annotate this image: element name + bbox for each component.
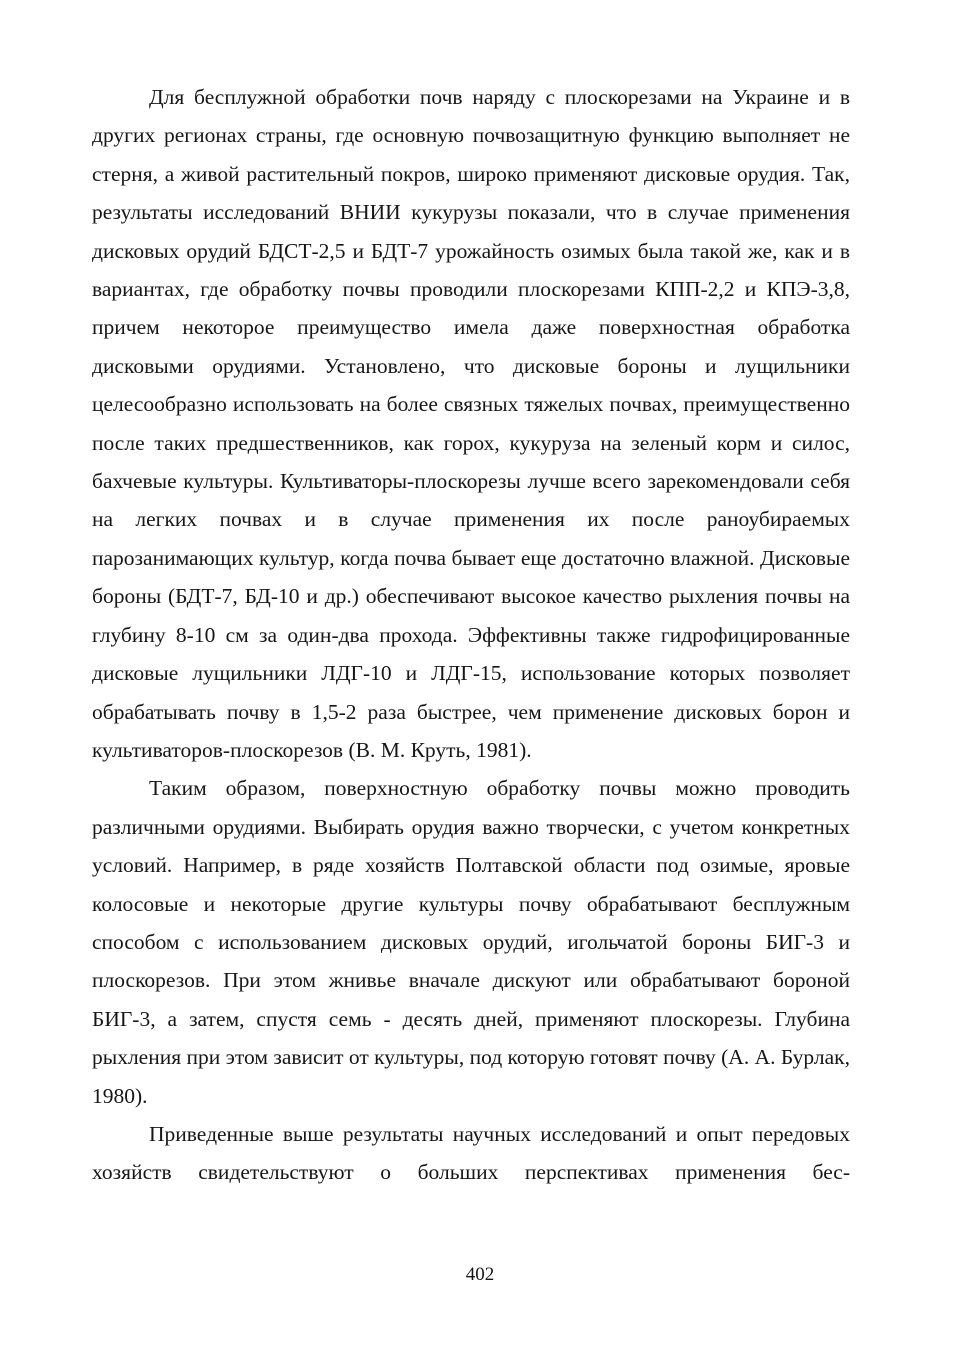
paragraph-1: Для бесплужной обработки почв наряду с плоскорезами на Украине и в других регионах страны, где основную почвозащитную функцию выполняет не стерня, а живой растительный покров, широко применяют дисковые орудия. Так, результаты исследований ВНИИ кукурузы показали, что в случае применения дисковых орудий БДСТ-2,5 и БДТ-7 урожайность озимых была такой же, как и в вариантах, где обработку почвы проводили плоскорезами КПП-2,2 и КПЭ-3,8, причем некоторое преимущество имела даже поверхностная обработка дисковыми орудиями. Установлено, что дисковые бороны и лущильники целесообразно использовать на более связных тяжелых почвах, преимущественно после таких предшественников, как горох, кукуруза на зеленый корм и силос, бахчевые культуры. Культиваторы-плоскорезы лучше всего зарекомендовали себя на легких почвах и в случае применения их после раноубираемых парозанимающих культур, когда почва бывает еще достаточно влажной. Дисковые бороны (БДТ-7, БД-10 и др.) обеспечивают высокое качество рыхления почвы на глубину 8-10 см за один-два прохода. Эффективны также гидрофицированные дисковые лущильники ЛДГ-10 и ЛДГ-15, использование которых позволяет обрабатывать почву в 1,5-2 раза быстрее, чем применение дисковых борон и культиваторов-плоскорезов (В. М. Круть, 1981). — [92, 85, 850, 762]
body-text — [92, 78, 850, 1192]
paragraph-3: Приведенные выше результаты научных исследований и опыт передовых хозяйств свидетельствуют о больших перспективах применения бес- — [92, 1121, 850, 1185]
paragraph-2: Таким образом, поверхностную обработку почвы можно проводить различными орудиями. Выбирать орудия важно творчески, с учетом конкретных условий. Например, в ряде хозяйств Полтавской области под озимые, яровые колосовые и некоторые другие культуры почву обрабатывают бесплужным способом с использованием дисковых орудий, игольчатой бороны БИГ-3 и плоскорезов. При этом жнивье вначале дискуют или обрабатывают бороной БИГ-3, а затем, спустя семь - десять дней, применяют плоскорезы. Глубина рыхления при этом зависит от культуры, под которую готовят почву (А. А. Бурлак, 1980). — [92, 776, 850, 1108]
page-number: 402 — [465, 1264, 495, 1285]
